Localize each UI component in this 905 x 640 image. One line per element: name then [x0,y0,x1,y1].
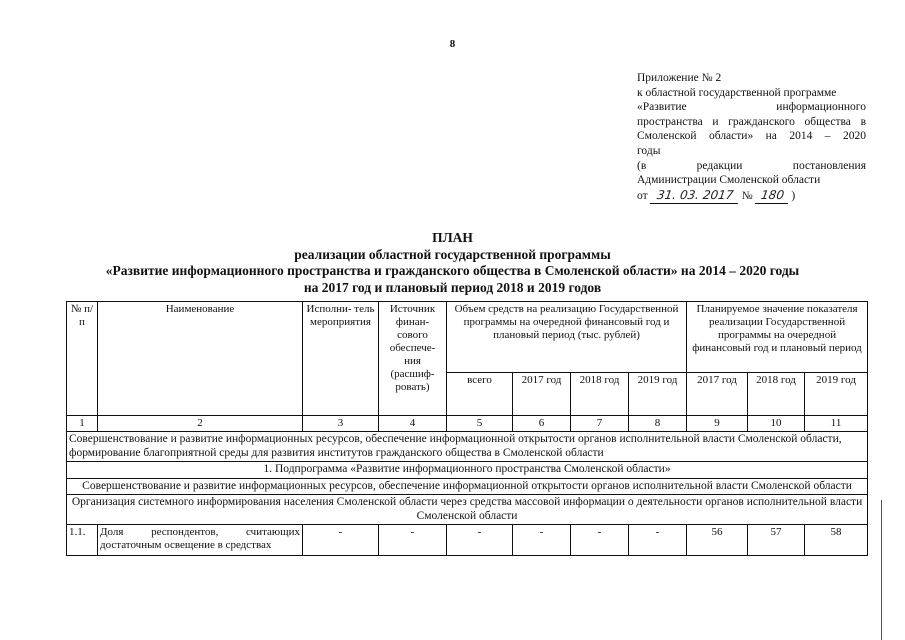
appendix-line: годы [637,144,661,157]
appendix-line: «Развитие информационного [637,101,866,114]
title-line: ПЛАН [432,230,473,245]
section-row [67,462,868,479]
section-row [67,495,868,525]
table-row [67,525,868,556]
column-number: 8 [629,416,687,432]
column-number: 5 [447,416,513,432]
appendix-line: Приложение № 2 [637,72,722,84]
column-number: 9 [687,416,748,432]
row-source: - [379,525,447,556]
column-number: 6 [513,416,571,432]
row-name: Доля респондентов, считающих достаточным освещение в средствах [98,525,303,556]
plan-table [66,301,868,556]
handwritten-date: 31. 03. 2017 [649,188,740,204]
header-year-2018: 2018 год [571,373,629,416]
row-plan-2018: 57 [748,525,805,556]
row-total: - [447,525,513,556]
plan-title [0,230,905,296]
header-plan-2017: 2017 год [687,373,748,416]
header-num: № п/п [67,302,98,416]
section-row [67,478,868,495]
header-source: Источник финан- сового обеспече- ния (расшиф- ровать) [379,302,447,416]
section-subprogram: 1. Подпрограмма «Развитие информационного пространства Смоленской области» [67,462,868,479]
appendix-line: Смоленской области» на 2014 – 2020 [637,130,866,143]
column-number: 4 [379,416,447,432]
row-2018: - [571,525,629,556]
column-number: 3 [303,416,379,432]
header-funds-group: Объем средств на реализацию Государственной программы на очередной финансовый год и плановый период (тыс. рублей) [447,302,687,373]
row-num: 1.1. [67,525,98,556]
column-number: 2 [98,416,303,432]
header-planned-group: Планируемое значение показателя реализации Государственной программы на очередной финансовый год и плановый период [687,302,868,373]
handwritten-number: 180 [754,188,789,204]
title-line: на 2017 год и плановый период 2018 и 2019 годов [303,279,602,295]
column-number: 10 [748,416,805,432]
page-number: 8 [449,38,456,50]
row-plan-2019: 58 [805,525,868,556]
title-line: «Развитие информационного пространства и гражданского общества в Смоленской области» на 2014 – 2020 годы [105,263,800,278]
column-number: 1 [67,416,98,432]
header-plan-2019: 2019 год [805,373,868,416]
header-executor: Исполни- тель мероприятия [303,302,379,416]
number-label: № [741,189,753,202]
header-plan-2018: 2018 год [748,373,805,416]
section-goal: Совершенствование и развитие информационных ресурсов, обеспечение информационной открытости органов исполнительной власти Смоленской области, формирование благоприятной среды для развития институтов гражданского общества в Смоленской области [67,432,868,462]
header-total: всего [447,373,513,416]
row-2019: - [629,525,687,556]
from-label: от [637,189,648,202]
appendix-line: к областной государственной программе [637,86,837,99]
section-activity: Организация системного информирования населения Смоленской области через средства массовой информации о деятельности органов исполнительной власти Смоленской области [67,495,868,525]
section-row [67,432,868,462]
appendix-block [637,71,866,203]
column-number: 7 [571,416,629,432]
column-number: 11 [805,416,868,432]
appendix-line: пространства и гражданского общества в [637,115,866,128]
header-year-2019: 2019 год [629,373,687,416]
scan-edge-line [881,500,882,640]
row-plan-2017: 56 [687,525,748,556]
column-number-row [67,416,868,432]
title-line: реализации областной государственной программы [294,246,611,262]
appendix-line: (в редакции постановления [637,159,866,172]
header-name: Наименование [98,302,303,416]
appendix-signature-line [637,188,866,204]
header-year-2017: 2017 год [513,373,571,416]
row-2017: - [513,525,571,556]
closing-paren: ) [791,189,796,202]
row-executor: - [303,525,379,556]
appendix-line: Администрации Смоленской области [637,174,821,187]
section-task: Совершенствование и развитие информационных ресурсов, обеспечение информационной открытости органов исполнительной власти Смоленской области [67,478,868,495]
